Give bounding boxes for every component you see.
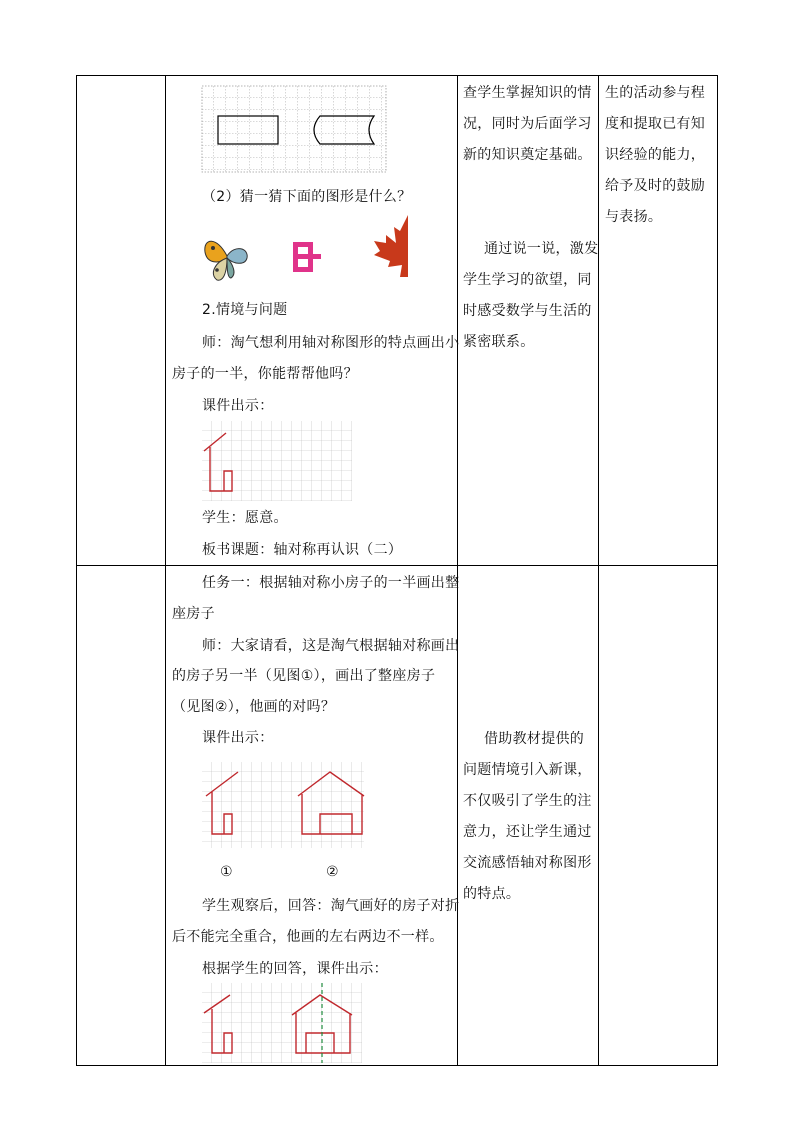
intent-line: 新的知识奠定基础。	[463, 147, 592, 163]
courseware-label-3: 根据学生的回答，课件出示：	[202, 961, 388, 977]
maple-leaf-icon	[372, 215, 408, 277]
intent-line: 时感受数学与生活的	[463, 303, 592, 319]
board-title-text: 板书课题：轴对称再认识（二）	[202, 542, 403, 558]
butterfly-icon	[203, 232, 251, 282]
teacher-line-5: （见图②），他画的对吗？	[172, 699, 336, 715]
column-divider-1	[165, 75, 166, 1066]
assessment-line: 度和提取已有知	[605, 116, 706, 132]
intent-line: 借助教材提供的	[484, 731, 585, 747]
grid-rectangle-svg	[202, 86, 386, 172]
column-divider-3	[598, 75, 599, 1066]
courseware-label-1: 课件出示：	[202, 398, 274, 414]
table-left-border	[76, 75, 77, 1066]
intent-line: 通过说一说，激发	[484, 241, 599, 257]
student-answer-2a: 学生观察后，回答：淘气画好的房子对折	[202, 898, 460, 914]
intent-line: 不仅吸引了学生的注	[463, 793, 592, 809]
figure-label-1: ①	[220, 864, 233, 880]
intent-line: 查学生掌握知识的情	[463, 85, 592, 101]
pink-glyph-icon	[290, 238, 322, 276]
intent-line: 学生学习的欲望，同	[463, 272, 592, 288]
teacher-line-4: 的房子另一半（见图①），画出了整座房子	[172, 668, 436, 684]
task-one-line-2: 座房子	[172, 606, 215, 622]
teacher-line-1: 师：淘气想利用轴对称图形的特点画出小	[202, 335, 460, 351]
intent-line: 的特点。	[463, 886, 521, 902]
house-axis-figure	[202, 983, 362, 1063]
assessment-line: 与表扬。	[605, 209, 663, 225]
section-heading-scenario: 2.情境与问题	[202, 302, 288, 318]
table-right-border	[717, 75, 718, 1066]
table-bottom-border	[76, 1065, 718, 1066]
intent-line: 交流感悟轴对称图形	[463, 855, 592, 871]
figure-label-2: ②	[326, 864, 339, 880]
intent-line: 意力，还让学生通过	[463, 824, 592, 840]
student-answer-2b: 后不能完全重合，他画的左右两边不一样。	[172, 929, 444, 945]
row-divider	[76, 565, 718, 566]
intent-line: 况，同时为后面学习	[463, 116, 592, 132]
assessment-line: 识经验的能力，	[605, 147, 706, 163]
grid-rectangle-figure	[202, 86, 386, 172]
task-one-line-1: 任务一：根据轴对称小房子的一半画出整	[202, 575, 460, 591]
guess-shapes-text: （2）猜一猜下面的图形是什么？	[202, 189, 412, 205]
assessment-line: 给予及时的鼓励	[605, 178, 706, 194]
column-divider-2	[457, 75, 458, 1066]
table-top-border	[76, 75, 718, 76]
intent-line: 紧密联系。	[463, 334, 535, 350]
student-answer-1: 学生：愿意。	[202, 510, 288, 526]
intent-line: 问题情境引入新课，	[463, 762, 592, 778]
half-house-grid-figure	[202, 421, 352, 501]
courseware-label-2: 课件出示：	[202, 730, 274, 746]
teacher-line-2: 房子的一半，你能帮帮他吗？	[172, 366, 358, 382]
house-compare-figure	[202, 762, 364, 848]
assessment-line: 生的活动参与程	[605, 85, 706, 101]
teacher-line-3: 师：大家请看，这是淘气根据轴对称画出	[202, 638, 460, 654]
